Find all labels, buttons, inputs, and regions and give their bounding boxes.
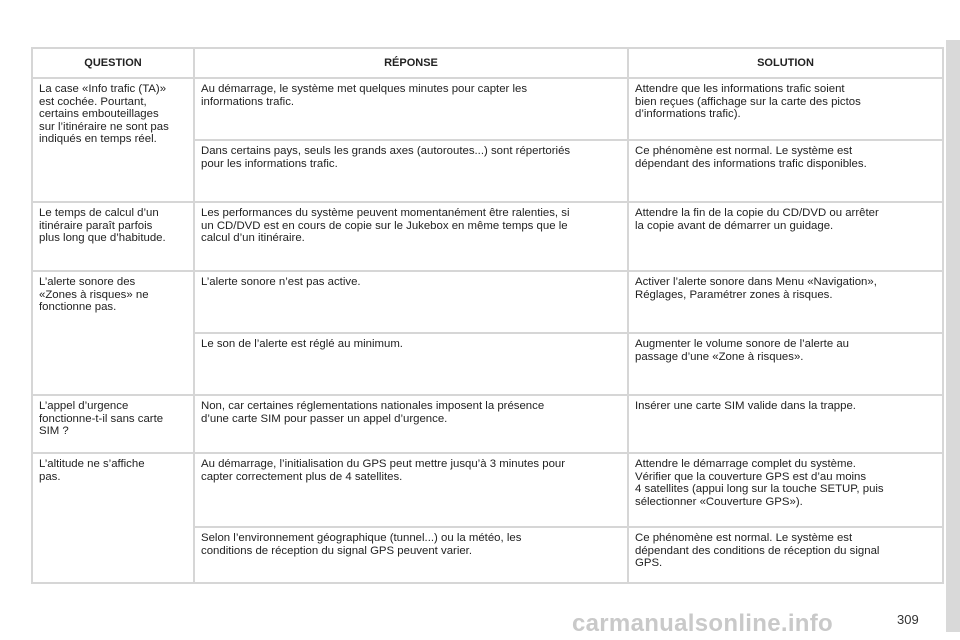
table-row xyxy=(32,453,943,527)
solution-header: SOLUTION xyxy=(628,48,943,78)
table-row xyxy=(32,271,943,333)
question-header: QUESTION xyxy=(32,48,194,78)
answer-cell: Le son de l’alerte est réglé au minimum. xyxy=(194,333,628,395)
question-cell: L’alerte sonore des «Zones à risques» ne fonctionne pas. xyxy=(32,271,194,395)
answer-cell: Au démarrage, le système met quelques minutes pour capter les informations trafic. xyxy=(194,78,628,140)
answer-cell: Au démarrage, l’initialisation du GPS peut mettre jusqu’à 3 minutes pour capter correctement plus de 4 satellites. xyxy=(194,453,628,527)
solution-cell: Attendre la fin de la copie du CD/DVD ou arrêter la copie avant de démarrer un guidage. xyxy=(628,202,943,271)
watermark: carmanualsonline.info xyxy=(572,610,834,637)
question-cell: La case «Info trafic (TA)» est cochée. Pourtant, certains embouteillages sur l’itinéraire ne sont pas indiqués en temps réel. xyxy=(32,78,194,202)
answer-cell: Les performances du système peuvent momentanément être ralenties, si un CD/DVD est en cours de copie sur le Jukebox en même temps que le calcul d’un itinéraire. xyxy=(194,202,628,271)
answer-header: RÉPONSE xyxy=(194,48,628,78)
table-row xyxy=(32,395,943,453)
answer-cell: Dans certains pays, seuls les grands axes (autoroutes...) sont répertoriés pour les informations trafic. xyxy=(194,140,628,202)
table-row xyxy=(32,78,943,140)
solution-cell: Activer l’alerte sonore dans Menu «Navigation», Réglages, Paramétrer zones à risques. xyxy=(628,271,943,333)
solution-cell: Augmenter le volume sonore de l’alerte au passage d’une «Zone à risques». xyxy=(628,333,943,395)
solution-cell: Ce phénomène est normal. Le système est dépendant des conditions de réception du signal GPS. xyxy=(628,527,943,583)
header-row xyxy=(32,48,943,78)
page-number: 309 xyxy=(897,612,919,627)
answer-cell: Non, car certaines réglementations nationales imposent la présence d’une carte SIM pour passer un appel d’urgence. xyxy=(194,395,628,453)
solution-cell: Insérer une carte SIM valide dans la trappe. xyxy=(628,395,943,453)
table-row xyxy=(32,202,943,271)
question-cell: Le temps de calcul d’un itinéraire paraît parfois plus long que d’habitude. xyxy=(32,202,194,271)
question-cell: L’altitude ne s’affiche pas. xyxy=(32,453,194,583)
solution-cell: Attendre que les informations trafic soient bien reçues (affichage sur la carte des pictos d’informations trafic). xyxy=(628,78,943,140)
answer-cell: L’alerte sonore n’est pas active. xyxy=(194,271,628,333)
question-cell: L’appel d’urgence fonctionne-t-il sans carte SIM ? xyxy=(32,395,194,453)
answer-cell: Selon l’environnement géographique (tunnel...) ou la météo, les conditions de réception du signal GPS peuvent varier. xyxy=(194,527,628,583)
side-strip xyxy=(946,40,960,632)
solution-cell: Ce phénomène est normal. Le système est dépendant des informations trafic disponibles. xyxy=(628,140,943,202)
faq-table xyxy=(31,47,944,584)
solution-cell: Attendre le démarrage complet du système. Vérifier que la couverture GPS est d’au moins 4 satellites (appui long sur la touche SETUP, puis sélectionner «Couverture GPS»). xyxy=(628,453,943,527)
